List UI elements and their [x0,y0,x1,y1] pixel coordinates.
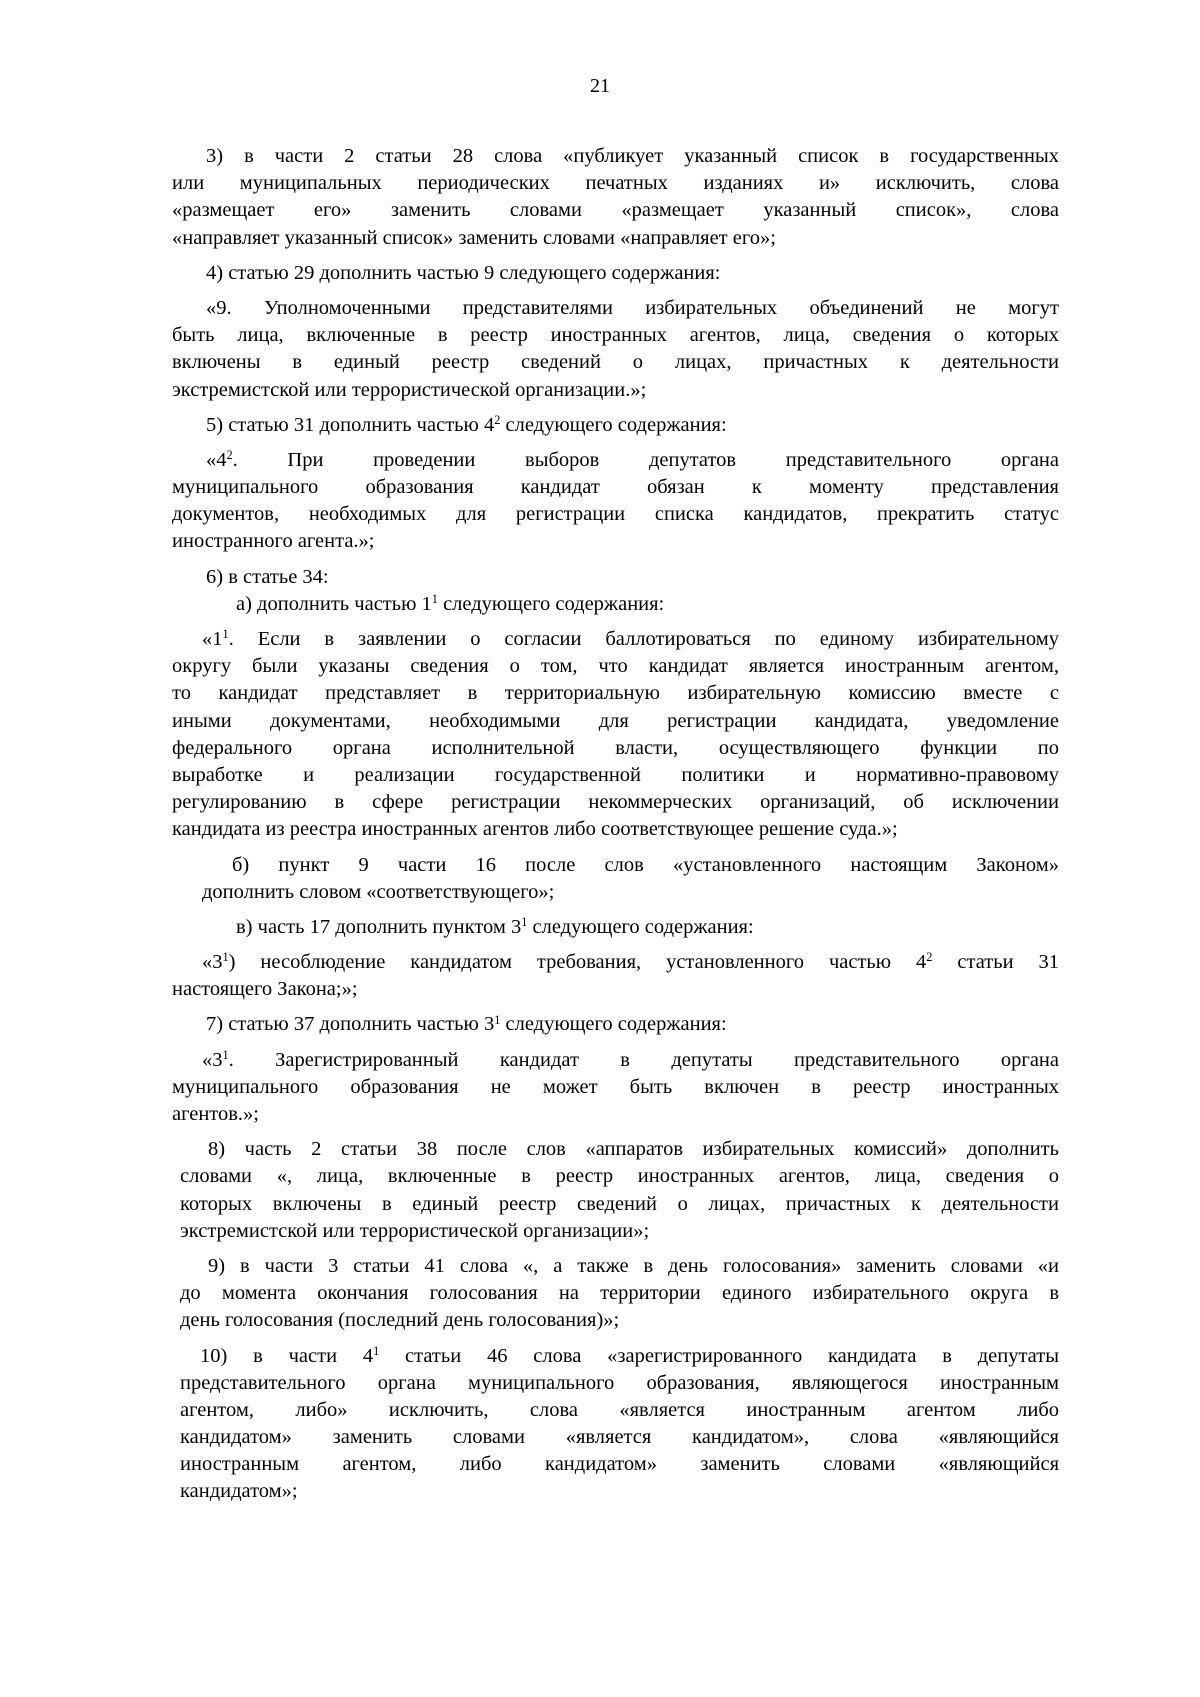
text-line: регулированию в сфере регистрации некоммерческих организаций, об исключении [172,791,1059,814]
text-line: б) пункт 9 части 16 после слов «установленного настоящим Законом» [232,853,1059,876]
text-line: 8) часть 2 статьи 38 после слов «аппаратов избирательных комиссий» дополнить [208,1138,1059,1161]
text-line: федерального органа исполнительной власти, осуществляющего функции по [172,736,1059,759]
text-line: кандидатом» заменить словами «является кандидатом», слова «являющийся [180,1426,1059,1449]
paragraph-3 [172,143,1059,252]
paragraph-5 [172,412,1059,439]
text-line: муниципального образования не может быть включен в реестр иностранных [172,1075,1059,1098]
text-line: быть лица, включенные в реестр иностранных агентов, лица, сведения о которых [172,324,1059,347]
text-line: которых включены в единый реестр сведений о лицах, причастных к деятельности [180,1192,1059,1215]
text-line: «9. Уполномоченными представителями избирательных объединений не могут [206,296,1059,319]
text-line: 5) статью 31 дополнить частью $4^2$ следующего содержания: [206,412,727,436]
text-line: в) часть 17 дополнить пунктом $3^1$ следующего содержания: [236,915,754,938]
text-line: 6) в статье 34: [206,565,329,588]
text-line: «$4^2$. При проведении выборов депутатов представительного органа [206,448,1059,471]
text-line: 4) статью 29 дополнить частью 9 следующего содержания: [206,261,721,284]
text-line: или муниципальных периодических печатных изданиях и» исключить, слова [172,172,1059,195]
text-line: 10) в части $4^1$ статьи 46 слова «зарегистрированного кандидата в депутаты [200,1343,1059,1367]
text-line: иностранным агентом, либо кандидатом» заменить словами «являющийся [180,1453,1059,1476]
text-line: а) дополнить частью $1^1$ следующего содержания: [236,592,665,615]
text-line: муниципального образования кандидат обязан к моменту представления [172,476,1059,499]
text-line: «направляет указанный список» заменить словами «направляет его»; [172,226,776,249]
paragraph-5-quote [172,447,1059,556]
text-line: до момента окончания голосования на территории единого избирательного округа в [180,1282,1059,1305]
paragraph-10 [172,1343,1059,1506]
text-line: округу были указаны сведения о том, что кандидат является иностранным агентом, [172,655,1059,678]
text-line: включены в единый реестр сведений о лицах, причастных к деятельности [172,351,1059,374]
paragraph-7 [172,1011,1059,1038]
paragraph-6v-quote [172,949,1059,1003]
paragraph-6a-quote [172,626,1059,844]
paragraph-6a [172,591,1059,618]
text-line: настоящего Закона;»; [172,978,358,1001]
text-line: иностранного агента.»; [172,530,375,553]
text-line: «$3^1$) несоблюдение кандидатом требования, установленного частью $4^2$ статьи 31 [202,950,1059,974]
text-line: экстремистской или террористической организации»; [180,1219,650,1242]
paragraph-9 [172,1253,1059,1335]
page-number: 21 [590,75,610,97]
text-line: словами «, лица, включенные в реестр иностранных агентов, лица, сведения о [180,1165,1059,1188]
paragraph-4-quote [172,295,1059,404]
text-line: агентов.»; [172,1103,259,1125]
text-line: кандидатом»; [180,1480,298,1503]
text-line: день голосования (последний день голосования)»; [180,1309,620,1332]
text-line: 7) статью 37 дополнить частью $3^1$ следующего содержания: [206,1012,727,1036]
text-line: «$3^1$. Зарегистрированный кандидат в депутаты представительного органа [202,1047,1059,1071]
text-line: 9) в части 3 статьи 41 слова «, а также в день голосования» заменить словами «и [208,1254,1059,1277]
text-line: дополнить словом «соответствующего»; [202,880,555,903]
text-line: «размещает его» заменить словами «размещает указанный список», слова [172,199,1059,222]
text-line: иными документами, необходимыми для регистрации кандидата, уведомление [172,709,1059,732]
text-line: представительного органа муниципального образования, являющегося иностранным [180,1371,1059,1394]
paragraph-6 [172,564,1059,591]
paragraph-6v [172,914,1059,941]
paragraph-7-quote [172,1047,1059,1129]
text-line: то кандидат представляет в территориальную избирательную комиссию вместе с [172,682,1059,705]
text-line: кандидата из реестра иностранных агентов либо соответствующее решение суда.»; [172,818,898,841]
paragraph-8 [172,1136,1059,1245]
text-line: выработке и реализации государственной политики и нормативно-правовому [172,763,1059,786]
text-line: 3) в части 2 статьи 28 слова «публикует указанный список в государственных [206,145,1059,167]
text-line: документов, необходимых для регистрации списка кандидатов, прекратить статус [172,503,1059,526]
document-body [172,143,1059,1506]
text-line: агентом, либо» исключить, слова «является иностранным агентом либо [180,1398,1059,1421]
text-line: «$1^1$. Если в заявлении о согласии баллотироваться по единому избирательному [202,627,1059,650]
paragraph-6b [172,852,1059,906]
text-line: экстремистской или террористической организации.»; [172,378,647,401]
paragraph-4 [172,260,1059,287]
